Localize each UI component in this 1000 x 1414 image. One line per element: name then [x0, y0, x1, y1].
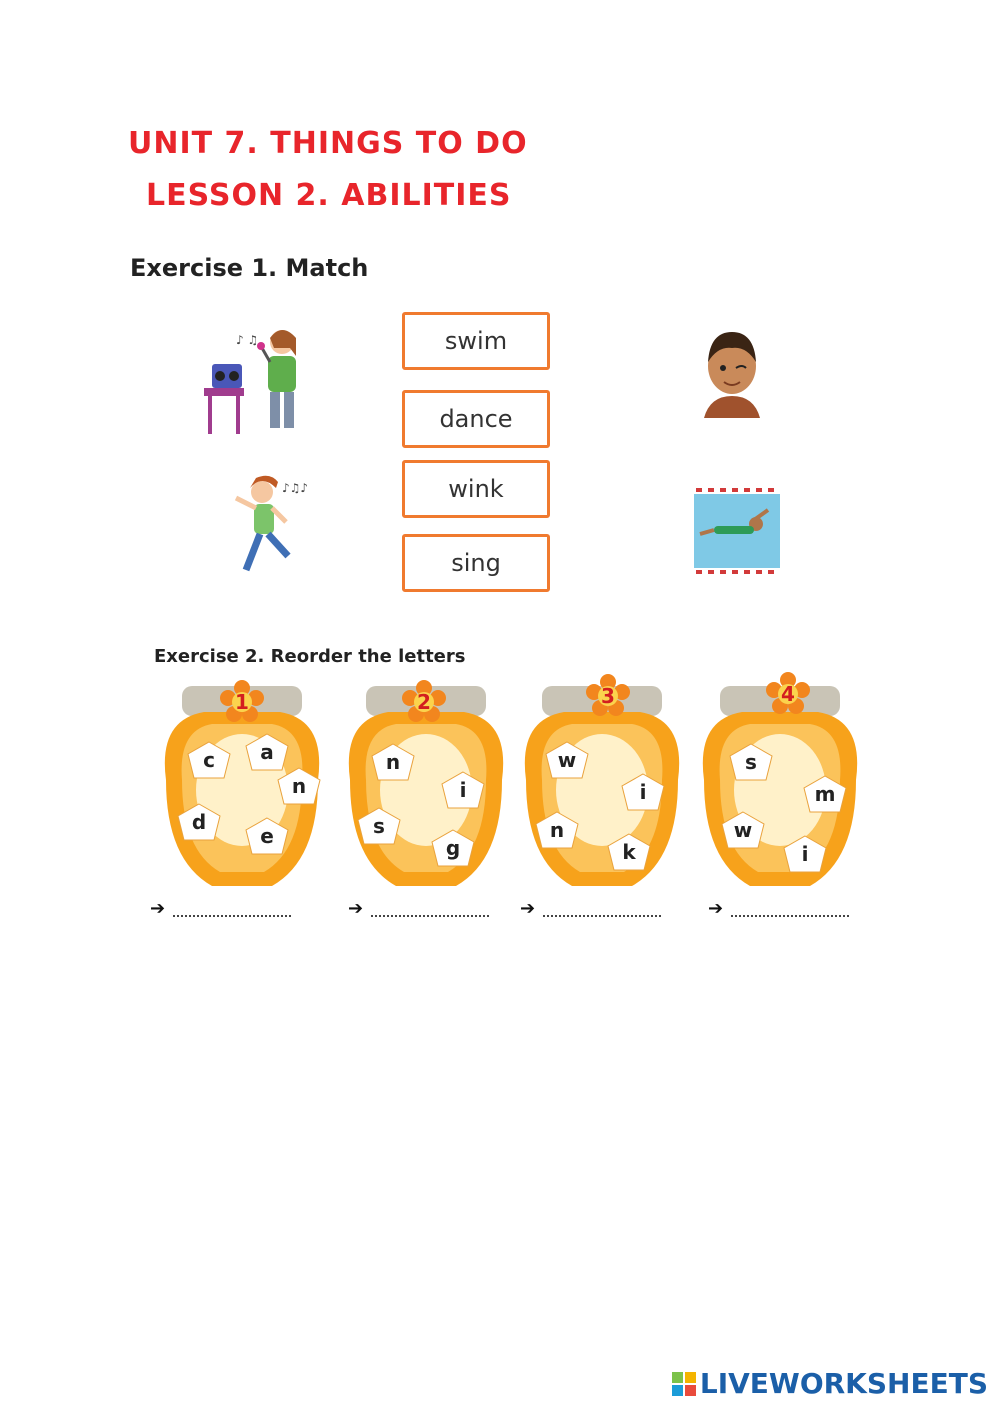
unit-title: UNIT 7. THINGS TO DO — [128, 126, 528, 161]
girl-singing-picture[interactable] — [200, 322, 310, 436]
arrow-icon: ➔ — [708, 898, 724, 919]
girl-dancing-picture[interactable] — [226, 470, 316, 580]
answer-line-2[interactable] — [348, 898, 489, 919]
letter-tile[interactable]: c — [186, 740, 232, 780]
honey-jar-2 — [336, 660, 516, 892]
jar-number: 2 — [417, 690, 431, 714]
boy-winking-picture[interactable] — [700, 326, 764, 418]
honey-jar-3 — [512, 660, 692, 892]
letter-tile[interactable]: i — [620, 772, 666, 812]
letter-tile[interactable]: d — [176, 802, 222, 842]
jar-number: 4 — [781, 682, 795, 706]
logo-text: LIVEWORKSHEETS — [699, 1367, 988, 1400]
letter-tile[interactable]: n — [370, 742, 416, 782]
answer-blank[interactable] — [731, 901, 849, 917]
letter-tile[interactable]: n — [534, 810, 580, 850]
letter-tile[interactable]: m — [802, 774, 848, 814]
letter-tile[interactable]: s — [356, 806, 402, 846]
jar-number: 1 — [235, 690, 249, 714]
answer-line-1[interactable] — [150, 898, 291, 919]
letter-tile[interactable]: w — [720, 810, 766, 850]
letter-tile[interactable]: n — [276, 766, 322, 806]
letter-tile[interactable]: i — [440, 770, 486, 810]
arrow-icon: ➔ — [348, 898, 364, 919]
svg-text:♪ ♫: ♪ ♫ — [236, 333, 259, 347]
arrow-icon: ➔ — [150, 898, 166, 919]
arrow-icon: ➔ — [520, 898, 536, 919]
answer-blank[interactable] — [173, 901, 291, 917]
letter-tile[interactable]: g — [430, 828, 476, 868]
answer-line-4[interactable] — [708, 898, 849, 919]
honey-jar-1 — [152, 660, 332, 892]
honey-jar-4 — [690, 660, 870, 892]
answer-blank[interactable] — [371, 901, 489, 917]
exercise1-heading: Exercise 1. Match — [130, 254, 369, 282]
liveworksheets-logo[interactable] — [672, 1367, 988, 1400]
exercise2-heading: Exercise 2. Reorder the letters — [154, 646, 466, 667]
answer-line-3[interactable] — [520, 898, 661, 919]
letter-tile[interactable]: e — [244, 816, 290, 856]
jar-number: 3 — [601, 684, 615, 708]
swimming-picture[interactable] — [694, 486, 780, 576]
word-box-dance[interactable]: dance — [402, 390, 550, 448]
svg-text:♪♫♪: ♪♫♪ — [282, 481, 309, 495]
letter-tile[interactable]: a — [244, 732, 290, 772]
word-box-sing[interactable]: sing — [402, 534, 550, 592]
letter-tile[interactable]: s — [728, 742, 774, 782]
letter-tile[interactable]: k — [606, 832, 652, 872]
letter-tile[interactable]: w — [544, 740, 590, 780]
word-box-swim[interactable]: swim — [402, 312, 550, 370]
letter-tile[interactable]: i — [782, 834, 828, 874]
lesson-title: LESSON 2. ABILITIES — [146, 178, 512, 213]
answer-blank[interactable] — [543, 901, 661, 917]
liveworksheets-icon — [672, 1372, 696, 1396]
word-box-wink[interactable]: wink — [402, 460, 550, 518]
